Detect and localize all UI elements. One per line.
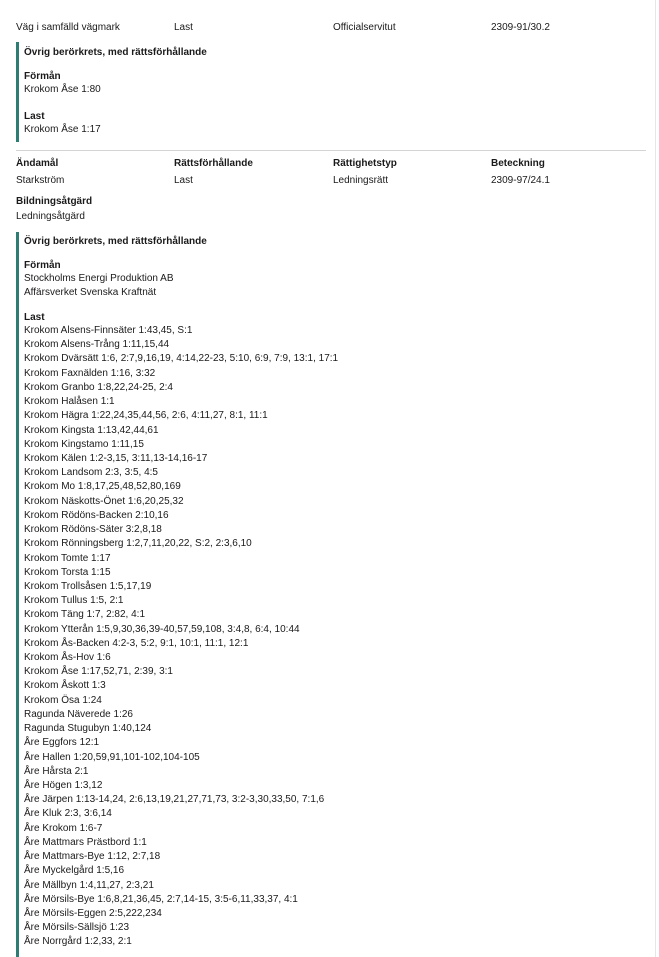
record-andamal: Starkström (16, 175, 65, 186)
last-item: Krokom Rödöns-Backen 2:10,16 (24, 509, 169, 521)
last-item: Krokom Ås-Hov 1:6 (24, 652, 111, 664)
forman-item: Stockholms Energi Produktion AB (24, 273, 174, 284)
last-item: Åre Myckelgård 1:5,16 (24, 865, 125, 877)
header-beteckning: Beteckning (491, 158, 545, 169)
last-item: Åre Eggfors 12:1 (24, 737, 100, 749)
last-item: Krokom Ås-Backen 4:2-3, 5:2, 9:1, 10:1, 11:1, 12:1 (24, 637, 249, 649)
last-item: Åre Högen 1:3,12 (24, 780, 103, 791)
header-andamal: Ändamål (16, 158, 59, 169)
berorkrets-title: Övrig berörkrets, med rättsförhållande (24, 47, 207, 58)
top-record-row (16, 22, 646, 36)
last-item: Åre Järpen 1:13-14,24, 2:6,13,19,21,27,71,73, 3:2-3,30,33,50, 7:1,6 (24, 794, 325, 806)
top-rattsforhallande: Last (174, 22, 193, 33)
forman-label: Förmån (24, 260, 61, 271)
last-item: Krokom Torsta 1:15 (24, 566, 111, 578)
last-item: Krokom Rödöns-Säter 3:2,8,18 (24, 524, 162, 536)
section-divider (16, 150, 646, 151)
last-item: Krokom Hägra 1:22,24,35,44,56, 2:6, 4:11,27, 8:1, 11:1 (24, 410, 268, 422)
last-item: Åre Kluk 2:3, 3:6,14 (24, 808, 112, 820)
berorkrets-box-2 (16, 232, 646, 957)
last-item: Krokom Täng 1:7, 2:82, 4:1 (24, 609, 146, 621)
last-item: Ragunda Stugubyn 1:40,124 (24, 723, 152, 735)
bildning-value: Ledningsåtgärd (16, 211, 85, 222)
header-rattsforhallande: Rättsförhållande (174, 158, 253, 169)
column-headers (16, 158, 646, 172)
last-item: Krokom Halåsen 1:1 (24, 396, 115, 408)
last-item: Åre Mörsils-Bye 1:6,8,21,36,45, 2:7,14-15, 3:5-6,11,33,37, 4:1 (24, 893, 298, 905)
record-beteckning: 2309-97/24.1 (491, 175, 550, 186)
last-item: Ragunda Näverede 1:26 (24, 708, 133, 720)
last-item: Krokom Ytterån 1:5,9,30,36,39-40,57,59,108, 3:4,8, 6:4, 10:44 (24, 623, 300, 635)
last-item: Åre Mattmars Prästbord 1:1 (24, 836, 147, 848)
last-label: Last (24, 111, 45, 122)
last-item: Krokom Näskotts-Önet 1:6,20,25,32 (24, 495, 184, 507)
forman-item: Affärsverket Svenska Kraftnät (24, 287, 157, 298)
last-item: Krokom Trollsåsen 1:5,17,19 (24, 580, 152, 592)
last-item: Åre Krokom 1:6-7 (24, 822, 103, 834)
header-rattighetstyp: Rättighetstyp (333, 158, 397, 169)
last-item: Krokom Åse 1:17 (24, 124, 101, 135)
record-rattsforhallande: Last (174, 175, 193, 186)
forman-item: Krokom Åse 1:80 (24, 84, 101, 95)
last-item: Krokom Tomte 1:17 (24, 552, 111, 564)
last-item: Åre Hallen 1:20,59,91,101-102,104-105 (24, 751, 200, 763)
last-item: Krokom Mo 1:8,17,25,48,52,80,169 (24, 481, 181, 493)
last-item: Krokom Åse 1:17,52,71, 2:39, 3:1 (24, 666, 173, 678)
last-item: Krokom Åskott 1:3 (24, 680, 106, 692)
last-item: Krokom Kingsta 1:13,42,44,61 (24, 424, 159, 436)
last-item: Krokom Tullus 1:5, 2:1 (24, 595, 124, 607)
top-rattighetstyp: Officialservitut (333, 22, 396, 33)
record-rattighetstyp: Ledningsrätt (333, 175, 389, 186)
last-item: Krokom Rönningsberg 1:2,7,11,20,22, S:2, 2:3,6,10 (24, 538, 252, 550)
last-item: Åre Mattmars-Bye 1:12, 2:7,18 (24, 851, 161, 863)
last-item: Åre Norrgård 1:2,33, 2:1 (24, 936, 132, 948)
last-item: Åre Hårsta 2:1 (24, 765, 89, 777)
last-item: Krokom Kingstamo 1:11,15 (24, 438, 144, 450)
last-list (24, 324, 646, 950)
last-item: Åre Mörsils-Eggen 2:5,222,234 (24, 907, 162, 919)
top-beteckning: 2309-91/30.2 (491, 22, 550, 33)
last-item: Åre Mörsils-Sällsjö 1:23 (24, 922, 130, 934)
berorkrets-box-1 (16, 42, 646, 142)
top-andamal: Väg i samfälld vägmark (16, 22, 120, 33)
last-item: Krokom Landsom 2:3, 3:5, 4:5 (24, 467, 158, 479)
record-row (16, 175, 646, 189)
last-item: Krokom Kälen 1:2-3,15, 3:11,13-14,16-17 (24, 452, 208, 464)
last-item: Krokom Faxnälden 1:16, 3:32 (24, 367, 156, 379)
last-item: Krokom Dvärsätt 1:6, 2:7,9,16,19, 4:14,22-23, 5:10, 6:9, 7:9, 13:1, 17:1 (24, 353, 339, 365)
last-item: Krokom Alsens-Finnsäter 1:43,45, S:1 (24, 325, 193, 336)
last-item: Krokom Granbo 1:8,22,24-25, 2:4 (24, 381, 173, 393)
last-item: Åre Mällbyn 1:4,11,27, 2:3,21 (24, 879, 154, 891)
last-label: Last (24, 312, 45, 323)
last-item: Krokom Ösa 1:24 (24, 694, 102, 706)
scroll-edge (655, 0, 656, 957)
berorkrets-title: Övrig berörkrets, med rättsförhållande (24, 236, 207, 247)
bildning-label: Bildningsåtgärd (16, 196, 93, 207)
forman-label: Förmån (24, 71, 61, 82)
last-item: Krokom Alsens-Trång 1:11,15,44 (24, 339, 170, 351)
